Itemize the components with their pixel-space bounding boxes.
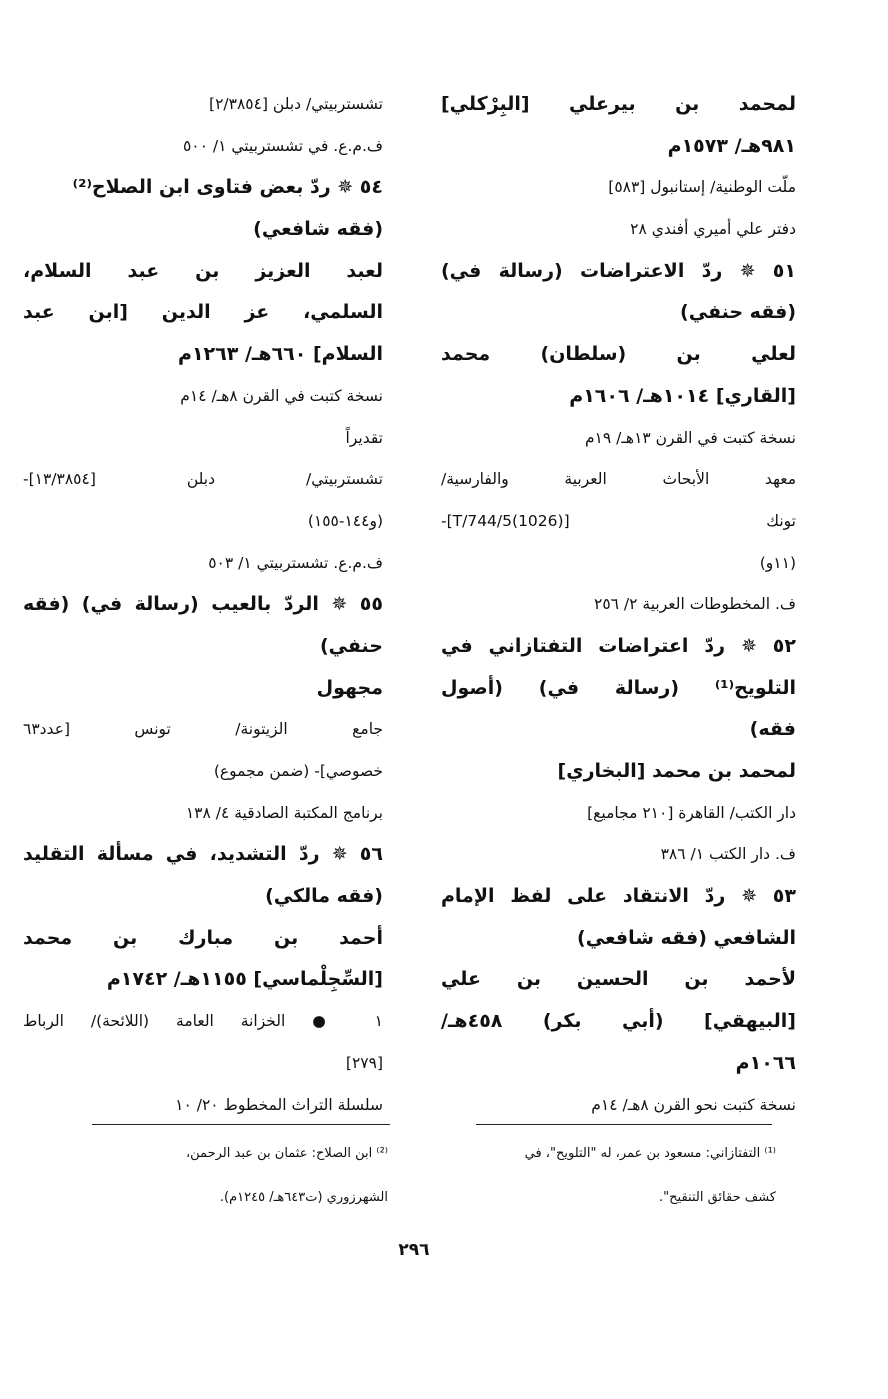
right-column (441, 84, 796, 1126)
entry-detail-line: نسخة كتبت نحو القرن ٨هـ/ ١٤م (591, 1095, 796, 1114)
entry-detail-line: نسخة كتبت في القرن ٨هـ/ ١٤م (180, 386, 383, 405)
entry-heading-line: ٥٥ ✵ الردّ بالعيب (رسالة في) (فقه (23, 593, 383, 616)
footnote-divider-left (92, 1124, 390, 1125)
entry-detail-line: خصوصي]- (ضمن مجموع) (213, 762, 383, 780)
entry-heading-line: فقه) (749, 718, 796, 741)
entry-detail-line: ف.م.ع. في تشستربيتي ١/ ٥٠٠ (182, 136, 383, 155)
entry-heading-line: أحمد بن مبارك بن محمد (23, 926, 383, 949)
entry-heading-line: ٩٨١هـ/ ١٥٧٣م (667, 134, 796, 157)
entry-detail-line: برنامج المكتبة الصادقية ٤/ ١٣٨ (185, 803, 383, 822)
entry-heading-line: السلمي، عز الدين [ابن عبد (23, 301, 383, 324)
entry-detail-line: معهد الأبحاث العربية والفارسية/ (441, 470, 796, 489)
entry-detail-line: ف. المخطوطات العربية ٢/ ٢٥٦ (594, 595, 796, 614)
entry-detail-line: دفتر علي أميري أفندي ٢٨ (630, 220, 796, 239)
entry-heading-line: لمحمد بن محمد [البخاري] (557, 760, 796, 782)
entry-heading-line: مجهول (316, 676, 383, 699)
entry-detail-line: تشستربيتي/ دبلن [٢/٣٨٥٤] (209, 95, 383, 113)
entry-detail-line: (و١٤٤-١٥٥) (307, 511, 383, 530)
entry-detail-line: ف.م.ع. تشستربيتي ١/ ٥٠٣ (208, 553, 383, 572)
entry-heading-line: السلام] ٦٦٠هـ/ ١٢٦٣م (178, 343, 383, 366)
entry-detail-line: ملّت الوطنية/ إستانبول [٥٨٣] (608, 178, 796, 197)
entry-detail-line: ١ ● الخزانة العامة (اللائحة)/ الرباط (23, 1012, 383, 1031)
entry-heading-line: [القاري] ١٠١٤هـ/ ١٦٠٦م (569, 384, 796, 407)
entry-heading-line: حنفي) (319, 634, 383, 657)
entry-heading-line: ٥٦ ✵ ردّ التشديد، في مسألة التقليد (23, 843, 383, 866)
entry-detail-line: ف. دار الكتب ١/ ٣٨٦ (660, 845, 796, 864)
entry-detail-line: تشستربيتي/ دبلن [١٣/٣٨٥٤]- (23, 470, 383, 489)
footnote-line: ⁽²⁾ ابن الصلاح: عثمان بن عبد الرحمن، (185, 1146, 388, 1161)
left-column (23, 84, 383, 1126)
footnotes-left (28, 1132, 388, 1220)
entry-heading-line: [البيهقي] (أبي بكر) ٤٥٨هـ/ (441, 1010, 796, 1033)
entry-detail-line: (١١و) (759, 553, 796, 572)
entry-detail-line: تونك [(1026)T/744/5]- (441, 511, 796, 530)
entry-heading-line: ٥٣ ✵ ردّ الانتقاد على لفظ الإمام (441, 885, 796, 908)
entry-heading-line: لأحمد بن الحسين بن علي (441, 968, 796, 991)
entry-heading-line: (فقه حنفي) (680, 301, 796, 324)
entry-heading-line: [السِّجِلْماسي] ١١٥٥هـ/ ١٧٤٢م (106, 968, 383, 991)
entry-heading-line: التلويح⁽¹⁾ (رسالة في) (أصول (441, 676, 796, 699)
entry-heading-line: (فقه شافعي) (253, 218, 383, 241)
footnote-line: كشف حقائق التنقيح". (659, 1190, 776, 1205)
entry-detail-line: تقديراً (345, 428, 383, 447)
entry-heading-line: ٥٤ ✵ ردّ بعض فتاوى ابن الصلاح⁽²⁾ (72, 176, 383, 199)
entry-heading-line: لعبد العزيز بن عبد السلام، (23, 259, 383, 282)
entry-heading-line: لمحمد بن بيرعلي [البِرْكلي] (441, 93, 796, 115)
entry-detail-line: [٢٧٩] (345, 1053, 383, 1072)
page-number: ٢٩٦ (398, 1240, 430, 1260)
entry-detail-line: جامع الزيتونة/ تونس [عدد٦٣ (23, 720, 383, 739)
entry-detail-line: نسخة كتبت في القرن ١٣هـ/ ١٩م (584, 428, 796, 447)
entry-heading-line: لعلي بن (سلطان) محمد (441, 343, 796, 366)
footnote-divider-right (476, 1124, 772, 1125)
footnotes-right (436, 1132, 776, 1220)
entry-detail-line: دار الكتب/ القاهرة [٢١٠ مجاميع] (587, 803, 796, 822)
entry-heading-line: ٥١ ✵ ردّ الاعتراضات (رسالة في) (441, 259, 796, 282)
entry-heading-line: ١٠٦٦م (735, 1051, 796, 1074)
entry-heading-line: (فقه مالكي) (265, 885, 383, 908)
entry-detail-line: سلسلة التراث المخطوط ٢٠/ ١٠ (175, 1095, 383, 1114)
entry-heading-line: الشافعي (فقه شافعي) (577, 926, 796, 949)
entry-heading-line: ٥٢ ✵ ردّ اعتراضات التفتازاني في (441, 634, 796, 657)
footnote-line: الشهرزوري (ت٦٤٣هـ/ ١٢٤٥م). (219, 1190, 388, 1205)
footnote-line: ⁽¹⁾ التفتازاني: مسعود بن عمر، له "التلويح"، في (524, 1146, 776, 1161)
